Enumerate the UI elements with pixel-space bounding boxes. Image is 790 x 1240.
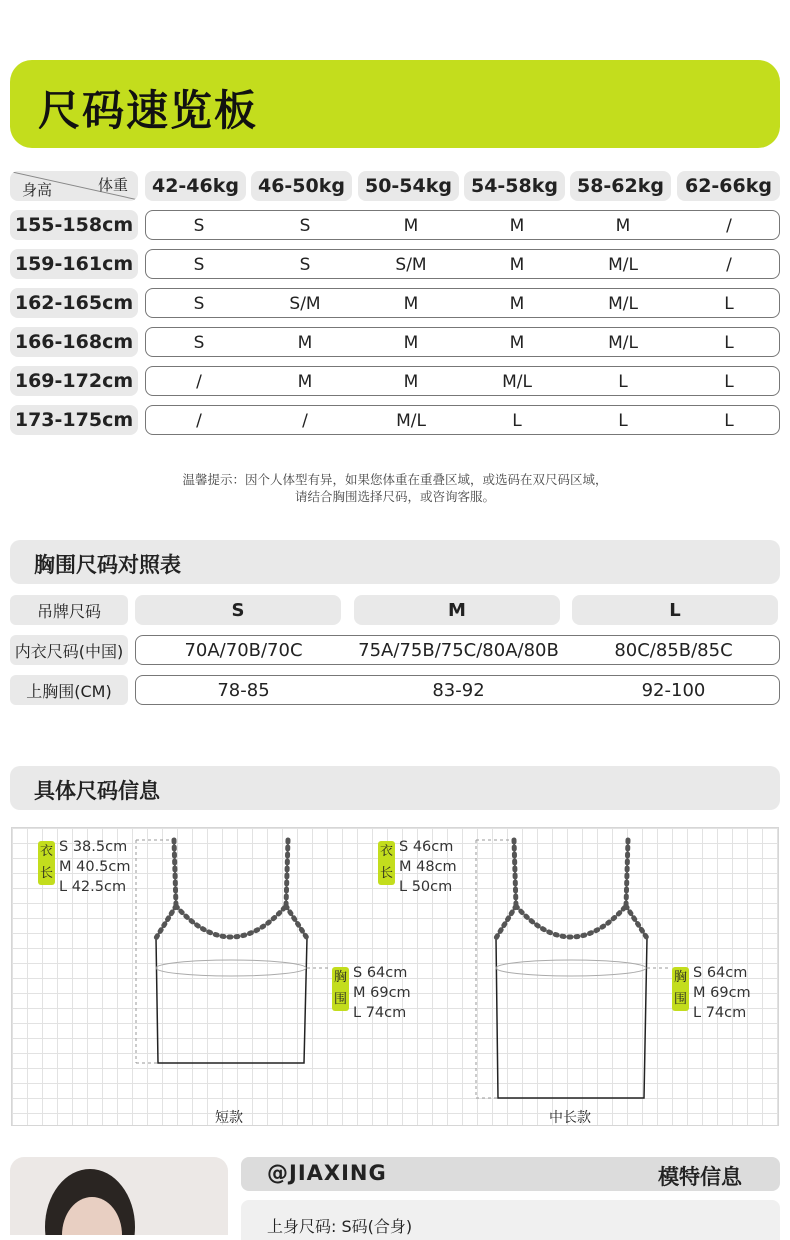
weight-header: 54-58kg xyxy=(464,171,565,201)
height-label: 159-161cm xyxy=(10,249,138,279)
model-handle: @JIAXING xyxy=(267,1161,387,1185)
length-values xyxy=(59,837,131,897)
height-label: 173-175cm xyxy=(10,405,138,435)
size-cell: M xyxy=(403,333,419,353)
size-cell: M/L xyxy=(396,411,426,431)
size-header: L xyxy=(572,595,778,625)
size-cell: S xyxy=(193,333,205,353)
size-cell: M xyxy=(509,333,525,353)
size-cell: S xyxy=(193,294,205,314)
size-cell: L xyxy=(512,411,522,431)
length-tag xyxy=(38,841,55,885)
tag-char: 长 xyxy=(39,866,53,881)
garment-caption: 中长款 xyxy=(549,1110,591,1126)
table-row xyxy=(145,249,780,279)
size-cell: S xyxy=(299,255,311,275)
tag-char: 胸 xyxy=(333,970,347,985)
table-row xyxy=(135,635,780,665)
table-row xyxy=(145,366,780,396)
chest-tag xyxy=(332,967,349,1011)
measure-value: L 74cm xyxy=(353,1005,407,1021)
size-cell: M xyxy=(297,372,313,392)
size-cell: M/L xyxy=(502,372,532,392)
size-cell: M xyxy=(509,255,525,275)
size-cell: M/L xyxy=(608,294,638,314)
chest-values xyxy=(353,963,411,1023)
height-label: 162-165cm xyxy=(10,288,138,318)
measure-value: M 40.5cm xyxy=(59,859,131,875)
size-cell: M/L xyxy=(608,255,638,275)
size-cell: L xyxy=(618,411,628,431)
page-title: 尺码速览板 xyxy=(38,86,259,135)
weight-header: 58-62kg xyxy=(570,171,671,201)
size-cell: M/L xyxy=(608,333,638,353)
table-corner xyxy=(10,171,138,201)
table-row xyxy=(135,675,780,705)
size-cell: / xyxy=(302,411,308,431)
tip-line: 温馨提示：因个人体型有异，如果您体重在重叠区域，或选码在双尺码区域， xyxy=(182,472,608,487)
measure-value: L 50cm xyxy=(399,879,453,895)
size-cell: M xyxy=(615,216,631,236)
size-cell: S xyxy=(299,216,311,236)
tag-char: 围 xyxy=(673,992,687,1007)
size-cell: / xyxy=(726,216,732,236)
size-cell: M xyxy=(509,216,525,236)
weight-header: 42-46kg xyxy=(145,171,246,201)
table-row xyxy=(145,327,780,357)
size-header: S xyxy=(135,595,341,625)
measure-value: M 69cm xyxy=(353,985,411,1001)
tag-char: 衣 xyxy=(379,844,393,859)
model-info xyxy=(241,1200,780,1240)
measure-value: M 48cm xyxy=(399,859,457,875)
measure-value: S 38.5cm xyxy=(59,839,128,855)
section-header xyxy=(10,766,780,810)
bra-size-cell: 70A/70B/70C xyxy=(184,640,303,661)
section-title: 具体尺码信息 xyxy=(34,779,160,803)
size-cell: M xyxy=(297,333,313,353)
chest-tag xyxy=(672,967,689,1011)
size-cell: M xyxy=(509,294,525,314)
measure-value: L 74cm xyxy=(693,1005,747,1021)
size-cell: M xyxy=(403,372,419,392)
measure-value: S 64cm xyxy=(693,965,748,981)
model-heading: 模特信息 xyxy=(658,1165,742,1189)
table-row xyxy=(145,288,780,318)
size-cell: S/M xyxy=(395,255,427,275)
measurement-grid xyxy=(11,827,779,1126)
length-tag xyxy=(378,841,395,885)
weight-header: 62-66kg xyxy=(677,171,780,201)
garment-caption: 短款 xyxy=(215,1110,243,1126)
model-top-size: 上身尺码: S码(合身) xyxy=(267,1217,413,1236)
corner-height-label: 身高 xyxy=(22,181,53,199)
measure-value: S 64cm xyxy=(353,965,408,981)
bust-cell: 78-85 xyxy=(217,680,270,701)
weight-header: 50-54kg xyxy=(358,171,459,201)
size-cell: L xyxy=(724,411,734,431)
bust-cell: 92-100 xyxy=(641,680,706,701)
height-label: 155-158cm xyxy=(10,210,138,240)
tip-line: 请结合胸围选择尺码，或咨询客服。 xyxy=(294,489,495,504)
size-cell: M xyxy=(403,216,419,236)
chest-values xyxy=(693,963,751,1023)
size-cell: M xyxy=(403,294,419,314)
measure-value: M 69cm xyxy=(693,985,751,1001)
mid-garment-drawing xyxy=(476,840,670,1098)
model-header xyxy=(241,1157,780,1191)
size-cell: / xyxy=(726,255,732,275)
height-label: 166-168cm xyxy=(10,327,138,357)
row-label: 内衣尺码(中国) xyxy=(10,635,128,665)
weight-header: 46-50kg xyxy=(251,171,352,201)
section-header xyxy=(10,540,780,584)
bust-cell: 83-92 xyxy=(432,680,485,701)
section-title: 胸围尺码对照表 xyxy=(34,553,181,577)
size-cell: L xyxy=(724,372,734,392)
row-label: 吊牌尺码 xyxy=(10,595,128,625)
size-cell: L xyxy=(618,372,628,392)
measure-value: S 46cm xyxy=(399,839,454,855)
size-cell: S xyxy=(193,255,205,275)
tag-char: 胸 xyxy=(673,970,687,985)
model-photo xyxy=(10,1157,228,1235)
table-row xyxy=(145,210,780,240)
bra-size-cell: 80C/85B/85C xyxy=(614,640,733,661)
corner-weight-label: 体重 xyxy=(97,176,128,194)
model-silhouette xyxy=(10,1157,228,1235)
tag-char: 长 xyxy=(379,866,393,881)
height-label: 169-172cm xyxy=(10,366,138,396)
size-cell: / xyxy=(196,411,202,431)
table-row xyxy=(145,405,780,435)
size-cell: L xyxy=(724,333,734,353)
size-cell: S xyxy=(193,216,205,236)
bra-size-cell: 75A/75B/75C/80A/80B xyxy=(358,640,559,661)
size-cell: S/M xyxy=(289,294,321,314)
length-values xyxy=(399,837,457,897)
size-cell: L xyxy=(724,294,734,314)
tag-char: 围 xyxy=(333,992,347,1007)
measure-value: L 42.5cm xyxy=(59,879,127,895)
size-header: M xyxy=(354,595,560,625)
tag-char: 衣 xyxy=(39,844,53,859)
short-garment-drawing xyxy=(136,840,330,1063)
title-banner xyxy=(10,60,780,148)
size-cell: / xyxy=(196,372,202,392)
row-label: 上胸围(CM) xyxy=(10,675,128,705)
